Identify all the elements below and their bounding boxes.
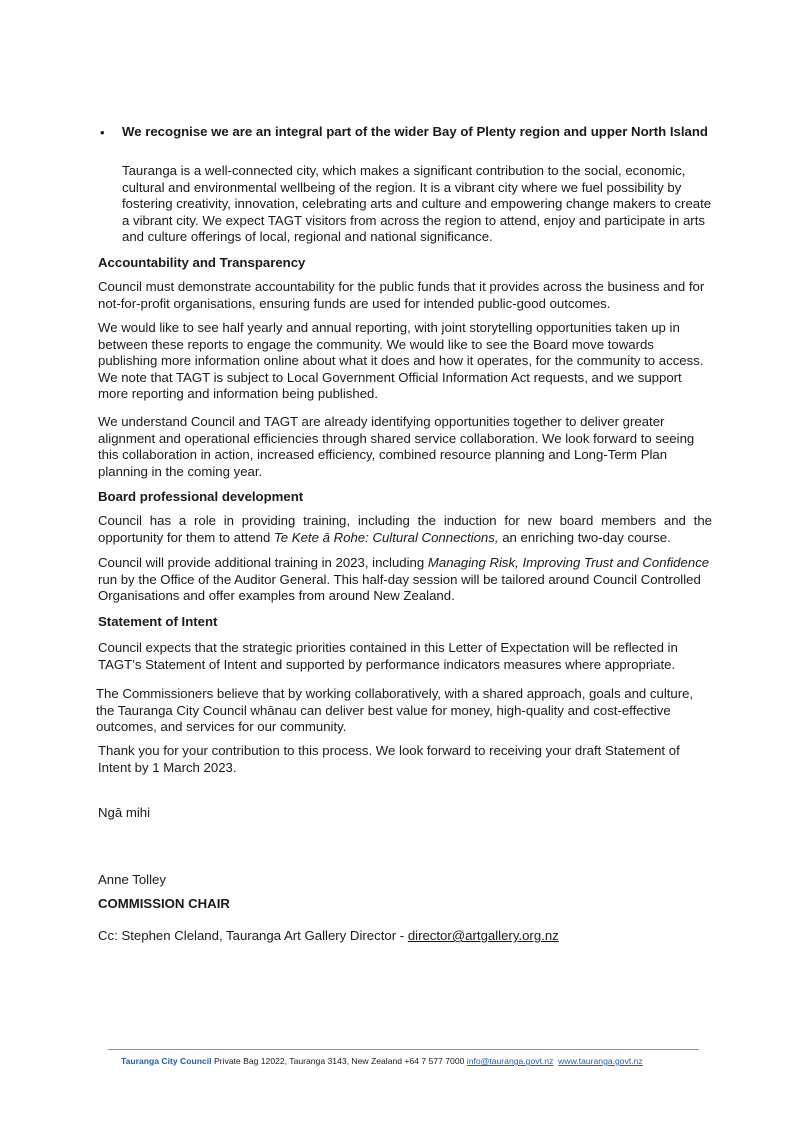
board-heading: Board professional development: [98, 489, 304, 504]
bullet-heading: We recognise we are an integral part of the wider Bay of Plenty region and upper North Island: [122, 124, 708, 139]
footer: [121, 1056, 643, 1067]
salutation: Ngā mihi: [98, 805, 151, 820]
intent-paragraph-1: Council expects that the strategic priorities contained in this Letter of Expectation will be reflected in TAGT’s Statement of Intent and supported by performance indicators measures where appropriate.: [98, 640, 678, 672]
board-paragraph-1: Council has a role in providing training, including the induction for new board members and the opportunity for them to attend Te Kete ā Rohe: Cultural Connections, an enriching two-day course.: [98, 513, 712, 545]
footer-org: Tauranga City Council: [121, 1056, 212, 1066]
intent-paragraph-3: Thank you for your contribution to this process. We look forward to receiving your draft Statement of Intent by 1 March 2023.: [98, 743, 680, 775]
accountability-paragraph-2: We would like to see half yearly and annual reporting, with joint storytelling opportunities taken up in between these reports to engage the community. We would like to see the Board move towards publishing more information online about what it does and how it operates, for the community to access. We note that TAGT is subject to Local Government Official Information Act requests, and we support more reporting and information being published.: [98, 320, 704, 402]
bullet-paragraph: Tauranga is a well-connected city, which makes a significant contribution to the social, economic, cultural and environmental wellbeing of the region. It is a vibrant city where we fuel possibility by fostering creativity, innovation, celebrating arts and culture and empowering change makers to create a vibrant city. We expect TAGT visitors from across the region to attend, enjoy and participate in arts and culture offerings of local, regional and national significance.: [122, 163, 712, 245]
cc-email-link[interactable]: director@artgallery.org.nz: [407, 928, 559, 943]
accountability-heading: Accountability and Transparency: [98, 255, 306, 270]
accountability-paragraph-3: We understand Council and TAGT are already identifying opportunities together to deliver greater alignment and operational efficiencies through shared service collaboration. We look forward to seeing this collaboration in action, increased efficiency, combined resource planning and Long-Term Plan planning in the coming year.: [98, 414, 695, 479]
board-paragraph-2: Council will provide additional training in 2023, including Managing Risk, Improving Trust and Confidence run by the Office of the Auditor General. This half-day session will be tailored around Council Controlled Organisations and offer examples from around New Zealand.: [98, 555, 710, 604]
signer-name: Anne Tolley: [98, 872, 166, 887]
intent-paragraph-2: The Commissioners believe that by working collaboratively, with a shared approach, goals and culture, the Tauranga City Council whānau can deliver best value for money, high-quality and cost-effective outcomes, and services for our community.: [96, 686, 694, 735]
footer-rule: [108, 1049, 699, 1050]
cc-line: Cc: Stephen Cleland, Tauranga Art Gallery Director - director@artgallery.org.nz: [98, 928, 559, 943]
footer-email-link[interactable]: info@tauranga.govt.nz: [466, 1056, 554, 1066]
accountability-paragraph-1: Council must demonstrate accountability for the public funds that it provides across the business and for not-for-profit organisations, ensuring funds are used for intended public-good outcomes.: [98, 279, 705, 311]
intent-heading: Statement of Intent: [98, 614, 218, 629]
footer-website-link[interactable]: www.tauranga.govt.nz: [558, 1056, 643, 1066]
signer-title: COMMISSION CHAIR: [98, 896, 230, 911]
footer-address: Private Bag 12022, Tauranga 3143, New Zealand +64 7 577 7000: [211, 1056, 467, 1066]
bullet-marker: •: [100, 125, 105, 140]
